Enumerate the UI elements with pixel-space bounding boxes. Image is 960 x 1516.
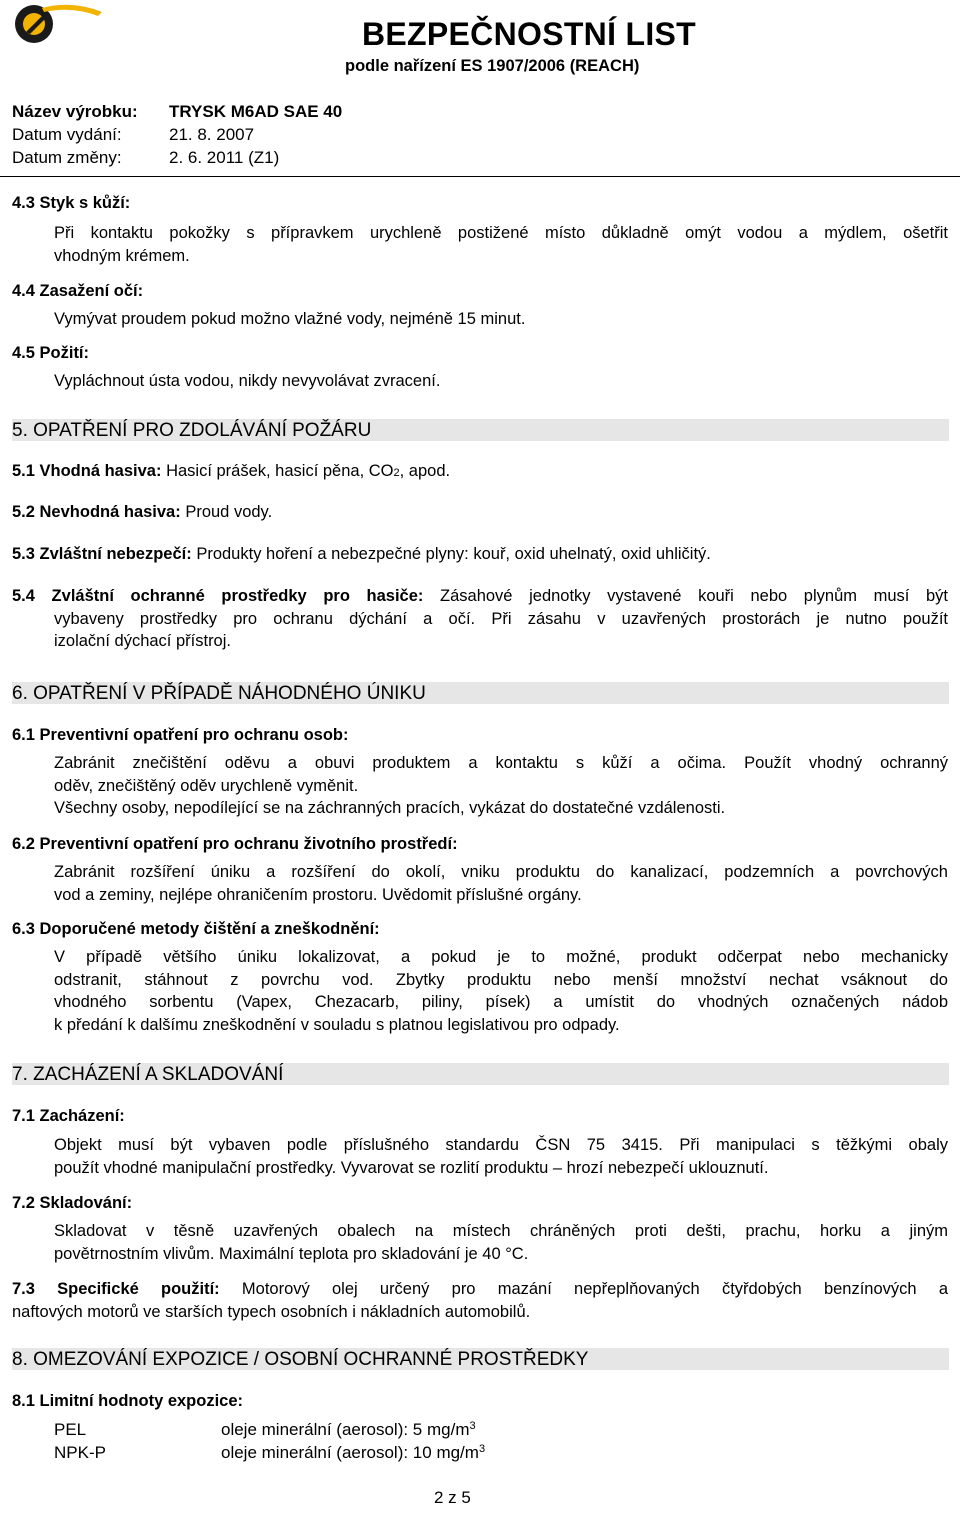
section-5-2	[12, 501, 948, 524]
text-line: použít vhodné manipulační prostředky. Vyvarovat se rozlití produktu – hrozí nebezpečí uklouznutí.	[54, 1158, 769, 1177]
text-line: Skladovat v těsně uzavřených obalech na místech chráněných proti dešti, prachu, horku a jiným	[54, 1222, 948, 1240]
section-6-1-text	[54, 752, 948, 820]
section-4-5-text: Vypláchnout ústa vodou, nikdy nevyvolávat zvracení.	[54, 372, 441, 390]
text-line: oděv, znečištěný oděv urychleně vyměnit.	[54, 776, 359, 795]
section-4-5-heading: 4.5 Požití:	[12, 344, 90, 362]
issue-date-value: 21. 8. 2007	[169, 125, 255, 144]
document-title: BEZPEČNOSTNÍ LIST	[362, 16, 697, 52]
section-6-1-heading: 6.1 Preventivní opatření pro ochranu osob:	[12, 726, 349, 744]
product-name-row	[12, 100, 342, 123]
text-line: V případě většího úniku lokalizovat, a pokud je to možné, produkt odčerpat nebo mechanicky	[54, 948, 948, 966]
superscript: 3	[478, 1443, 486, 1455]
section-5-4-text: Zásahové jednotky vystavené kouři nebo plynům musí být	[440, 587, 948, 605]
document-subtitle: podle nařízení ES 1907/2006 (REACH)	[345, 57, 640, 75]
page-number: 2 z 5	[434, 1488, 471, 1507]
section-4-4-heading: 4.4 Zasažení očí:	[12, 282, 144, 300]
section-8-band	[12, 1348, 949, 1370]
section-5-4-label: 5.4 Zvláštní ochranné prostředky pro hasiče:	[12, 587, 424, 605]
text-line: povětrnostním vlivům. Maximální teplota pro skladování je 40 °C.	[54, 1244, 529, 1263]
section-6-title: 6. OPATŘENÍ V PŘÍPADĚ NÁHODNÉHO ÚNIKU	[12, 683, 426, 704]
section-5-1-tail: , apod.	[399, 462, 451, 480]
section-5-title: 5. OPATŘENÍ PRO ZDOLÁVÁNÍ POŽÁRU	[12, 420, 372, 441]
limit-name: NPK-P	[54, 1443, 106, 1462]
section-6-2-text	[54, 861, 948, 906]
section-5-1	[12, 460, 948, 483]
section-5-2-label: 5.2 Nevhodná hasiva:	[12, 503, 181, 521]
section-5-band	[12, 419, 949, 441]
text-line: vhodným krémem.	[54, 246, 190, 265]
text-line: Zabránit znečištění oděvu a obuvi produktem a kontaktu s kůží a očima. Použít vhodný ochranný	[54, 754, 948, 772]
section-6-3-heading: 6.3 Doporučené metody čištění a zneškodnění:	[12, 920, 380, 938]
product-name-label: Název výrobku:	[12, 102, 138, 121]
header-divider	[0, 176, 960, 177]
text-line: vod a zeminy, nejlépe ohraničením prostoru. Uvědomit příslušné orgány.	[54, 885, 582, 904]
section-5-1-label: 5.1 Vhodná hasiva:	[12, 462, 162, 480]
change-date-row	[12, 146, 279, 169]
exposure-limit-row	[54, 1441, 485, 1464]
section-5-1-text: Hasicí prášek, hasicí pěna, CO	[166, 462, 394, 480]
section-5-2-text: Proud vody.	[185, 503, 273, 521]
subscript: 2	[393, 467, 400, 479]
change-date-label: Datum změny:	[12, 148, 122, 167]
limit-value: oleje minerální (aerosol): 10 mg/m	[221, 1443, 479, 1462]
exposure-limit-row	[54, 1418, 476, 1441]
change-date-value: 2. 6. 2011 (Z1)	[169, 148, 280, 167]
section-6-2-heading: 6.2 Preventivní opatření pro ochranu životního prostředí:	[12, 835, 458, 853]
section-7-3-text: Motorový olej určený pro mazání nepřeplňovaných čtyřdobých benzínových a	[241, 1280, 948, 1298]
issue-date-label: Datum vydání:	[12, 125, 122, 144]
superscript: 3	[469, 1420, 476, 1432]
section-8-1-heading: 8.1 Limitní hodnoty expozice:	[12, 1392, 244, 1410]
section-5-3-label: 5.3 Zvláštní nebezpečí:	[12, 545, 192, 563]
product-name-value: TRYSK M6AD SAE 40	[169, 102, 343, 121]
text-line: Zabránit rozšíření úniku a rozšíření do okolí, vniku produktu do kanalizací, podzemních a povrchových	[54, 863, 948, 881]
section-4-4-text: Vymývat proudem pokud možno vlažné vody, nejméně 15 minut.	[54, 310, 526, 328]
paramo-logo	[12, 2, 202, 46]
text-line: odstranit, stáhnout z povrchu vod. Zbytky produktu nebo menší množství nechat vsáknout do	[54, 970, 948, 989]
section-5-3-text: Produkty hoření a nebezpečné plyny: kouř, oxid uhelnatý, oxid uhličitý.	[196, 545, 711, 563]
section-7-title: 7. ZACHÁZENÍ A SKLADOVÁNÍ	[12, 1064, 284, 1085]
section-5-4	[12, 585, 948, 653]
section-7-3-label: 7.3 Specifické použití:	[12, 1280, 220, 1298]
section-7-2-heading: 7.2 Skladování:	[12, 1194, 133, 1212]
text-line: vhodného sorbentu (Vapex, Chezacarb, piliny, písek) a umístit do vhodných označených nádob	[54, 993, 948, 1011]
section-6-3-text	[54, 946, 948, 1036]
section-8-title: 8. OMEZOVÁNÍ EXPOZICE / OSOBNÍ OCHRANNÉ PROSTŘEDKY	[12, 1349, 589, 1370]
text-line: Při kontaktu pokožky s přípravkem urychleně postižené místo důkladně omýt vodou a mýdlem, ošetřit	[54, 224, 948, 242]
section-4-3-text	[54, 222, 948, 267]
limit-name: PEL	[54, 1420, 87, 1439]
section-7-band	[12, 1063, 949, 1085]
text-line: Všechny osoby, nepodílející se na záchranných pracích, vykázat do dostatečné vzdálenosti.	[54, 799, 726, 817]
section-4-3-heading: 4.3 Styk s kůží:	[12, 194, 131, 212]
issue-date-row	[12, 123, 254, 146]
text-line: vybaveny prostředky pro ochranu dýchání a očí. Při zásahu v uzavřených prostorách je nutno použít	[54, 609, 948, 628]
text-line: k předání k dalšímu zneškodnění v souladu s platnou legislativou pro odpady.	[54, 1015, 620, 1034]
section-7-3	[12, 1278, 948, 1323]
section-5-3	[12, 543, 948, 566]
text-line: izolační dýchací přístroj.	[54, 632, 231, 650]
text-line: naftových motorů ve starších typech osobních i nákladních automobilů.	[12, 1302, 531, 1321]
section-7-1-text	[54, 1134, 948, 1179]
section-7-1-heading: 7.1 Zacházení:	[12, 1107, 125, 1125]
text-line: Objekt musí být vybaven podle příslušného standardu ČSN 75 3415. Při manipulaci s těžkými obaly	[54, 1136, 948, 1154]
section-7-2-text	[54, 1220, 948, 1265]
limit-value: oleje minerální (aerosol): 5 mg/m	[221, 1420, 470, 1439]
section-6-band	[12, 682, 949, 704]
